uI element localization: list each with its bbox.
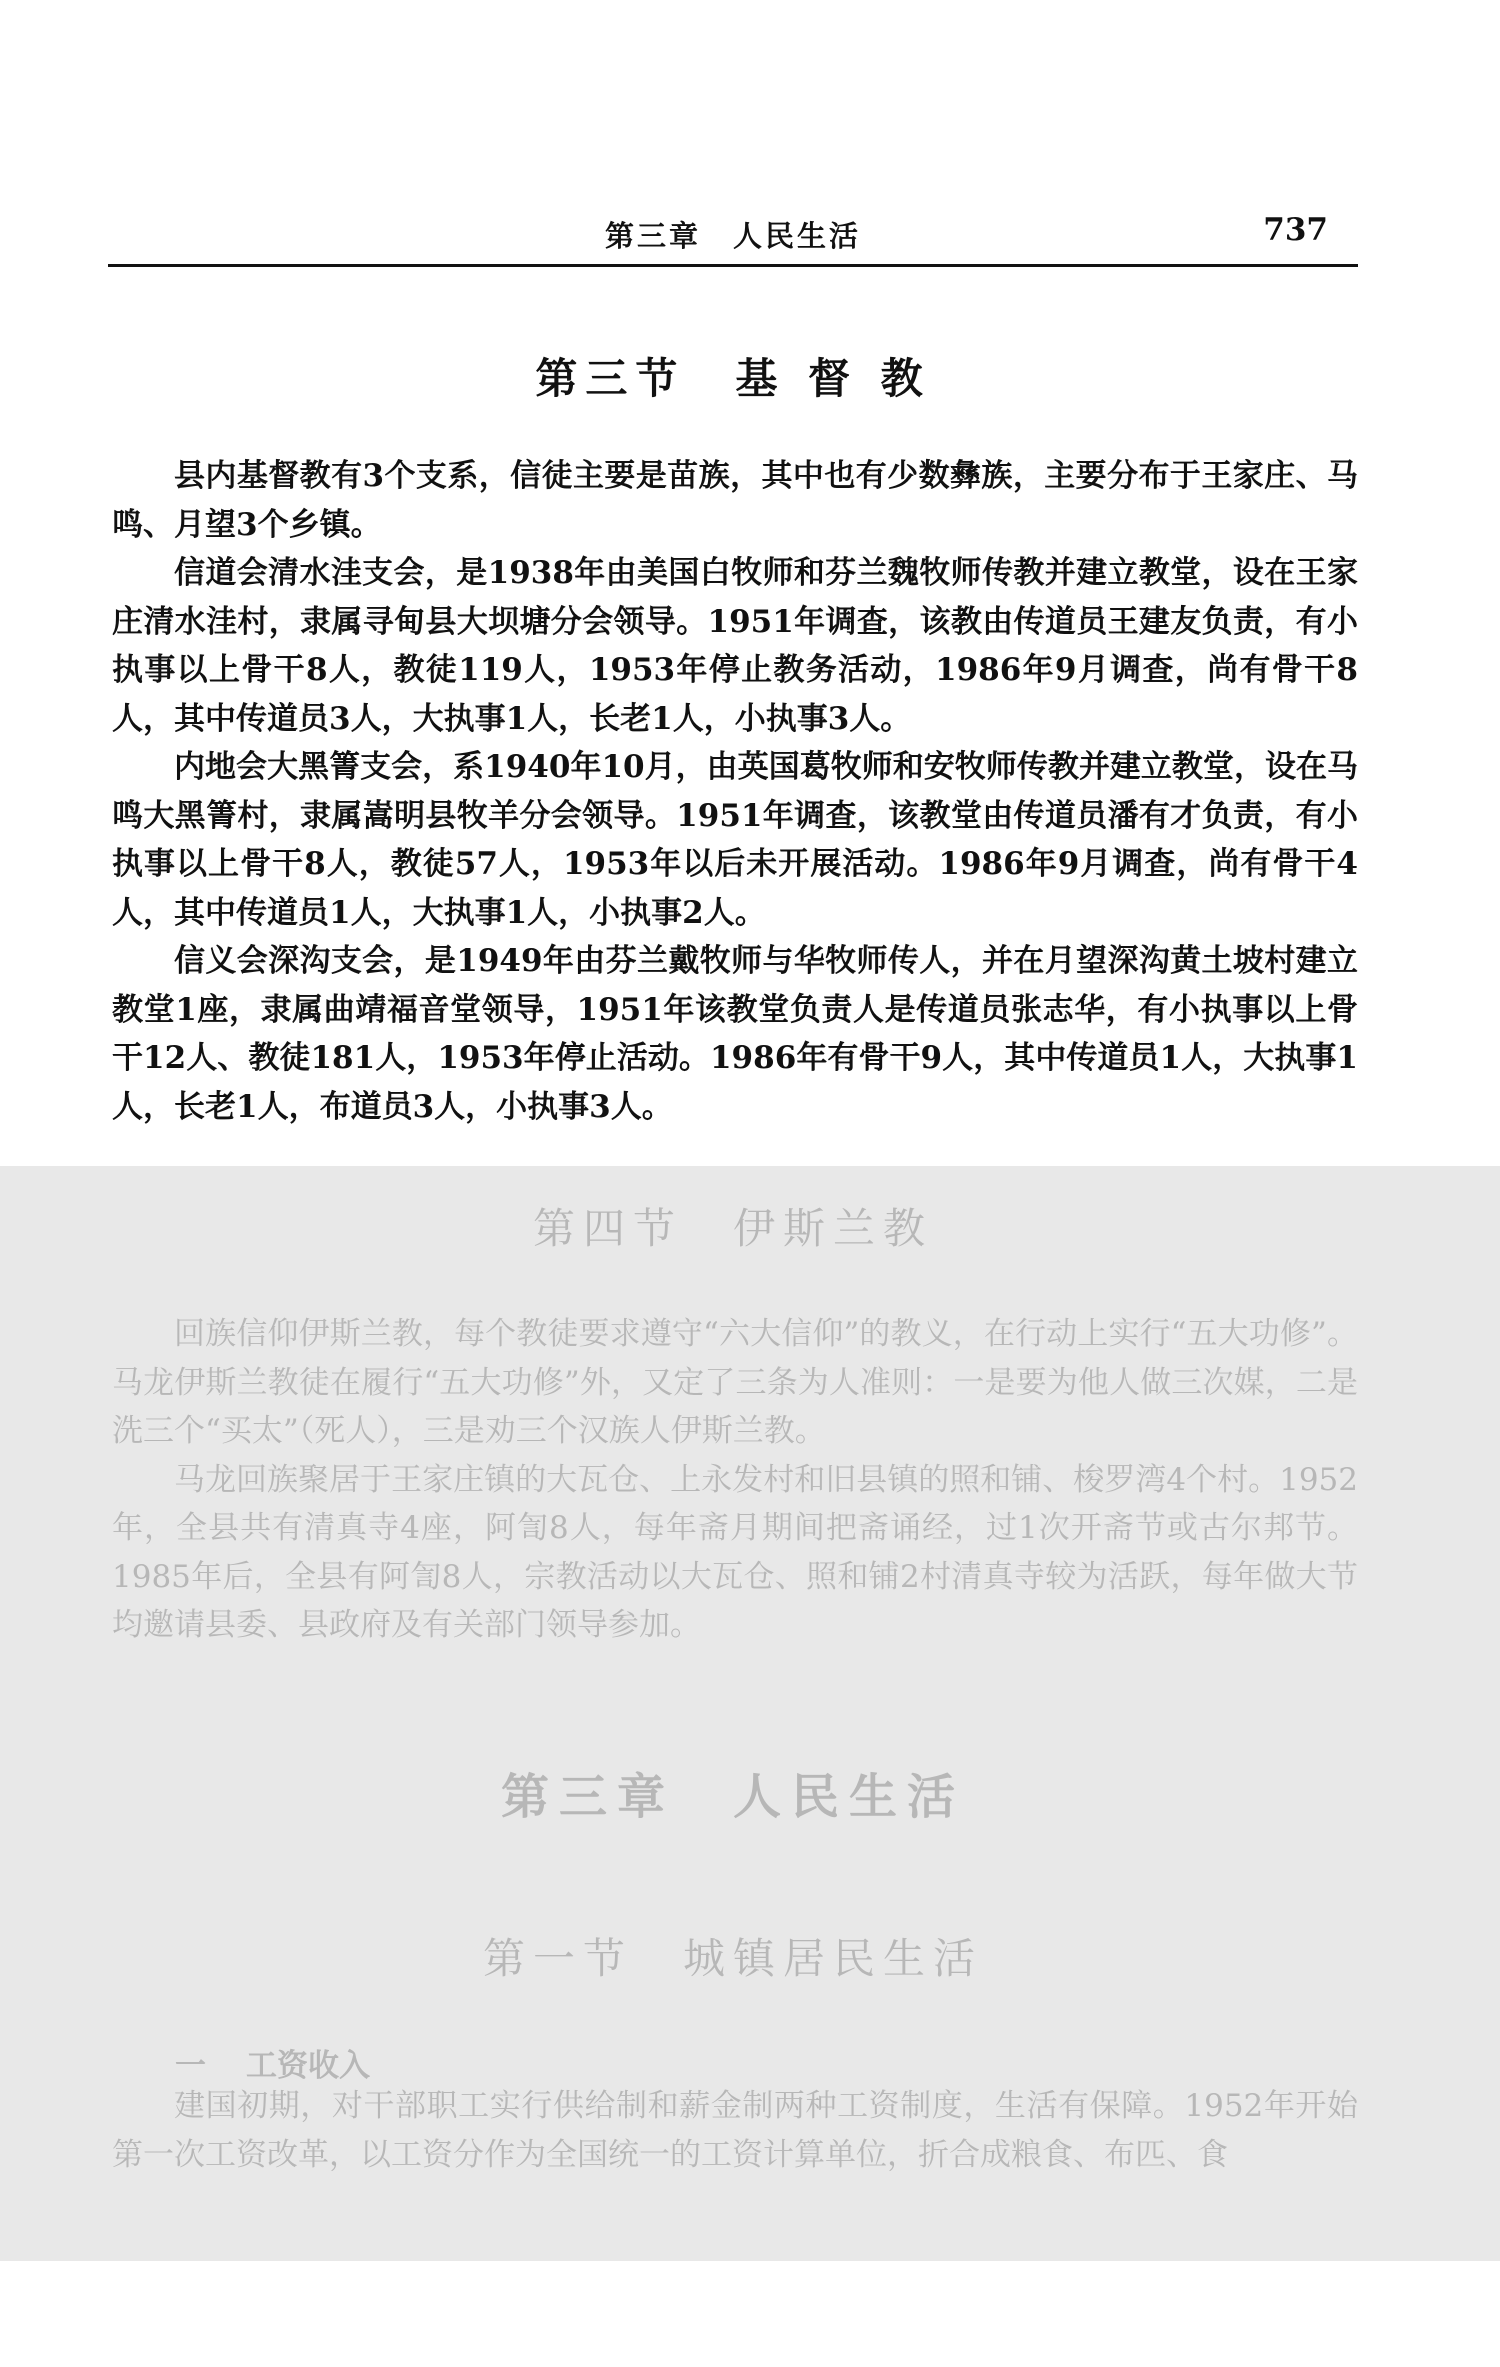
running-title: 第三章 人民生活 (604, 219, 861, 253)
paragraph: 回族信仰伊斯兰教，每个教徒要求遵守“六大信仰”的教义，在行动上实行“五大功修”。马龙伊斯兰教徒在履行“五大功修”外，又定了三条为人准则：一是要为他人做三次媒，二是洗三个“买太”（死人），三是劝三个汉族人伊斯兰教。 (112, 1316, 1358, 1449)
subheading-label: 工资收入 (246, 2048, 370, 2084)
paragraph: 内地会大黑箐支会，系1940年10月，由英国葛牧师和安牧师传教并建立教堂，设在马鸣大黑箐村，隶属嵩明县牧羊分会领导。1951年调查，该教堂由传道员潘有才负责，有小执事以上骨干8人，教徒57人，1953年以后未开展活动。1986年9月调查，尚有骨干4人，其中传道员1人，大执事1人，小执事2人。 (112, 749, 1358, 931)
running-header (108, 208, 1358, 267)
paragraph: 县内基督教有3个支系，信徒主要是苗族，其中也有少数彝族，主要分布于王家庄、马鸣、月望3个乡镇。 (112, 458, 1358, 543)
subheading-number: 一 (175, 2048, 206, 2084)
page-number: 737 (1263, 212, 1328, 248)
subheading-wages (175, 2040, 370, 2085)
chapter-title: 第三章 人民生活 (500, 1769, 965, 1825)
paragraph: 马龙回族聚居于王家庄镇的大瓦仓、上永发村和旧县镇的照和铺、梭罗湾4个村。1952年，全县共有清真寺4座，阿訇8人，每年斋月期间把斋诵经，过1次开斋节或古尔邦节。1985年后，全县有阿訇8人，宗教活动以大瓦仓、照和铺2村清真寺较为活跃，每年做大节均邀请县委、县政府及有关部门领导参加。 (112, 1461, 1358, 1643)
paragraph: 信义会深沟支会，是1949年由芬兰戴牧师与华牧师传人，并在月望深沟黄土坡村建立教堂1座，隶属曲靖福音堂领导，1951年该教堂负责人是传道员张志华，有小执事以上骨干12人、教徒181人，1953年停止活动。1986年有骨干9人，其中传道员1人，大执事1人，长老1人，布道员3人，小执事3人。 (112, 943, 1358, 1125)
section-title-urban-life: 第一节 城镇居民生活 (482, 1934, 983, 1983)
paragraph: 信道会清水洼支会，是1938年由美国白牧师和芬兰魏牧师传教并建立教堂，设在王家庄清水洼村，隶属寻甸县大坝塘分会领导。1951年调查，该教由传道员王建友负责，有小执事以上骨干8人，教徒119人，1953年停止教务活动，1986年9月调查，尚有骨干8人，其中传道员3人，大执事1人，长老1人，小执事3人。 (112, 555, 1358, 737)
paragraph: 建国初期，对干部职工实行供给制和薪金制两种工资制度，生活有保障。1952年开始第一次工资改革，以工资分作为全国统一的工资计算单位，折合成粮食、布匹、食 (112, 2088, 1358, 2173)
section-body-urban-life (112, 2082, 1358, 2179)
section-body-christianity (112, 452, 1358, 1131)
section-title-islam: 第四节 伊斯兰教 (532, 1204, 933, 1253)
section-title-christianity: 第三节 基 督 教 (535, 354, 931, 403)
section-body-islam (112, 1310, 1358, 1650)
